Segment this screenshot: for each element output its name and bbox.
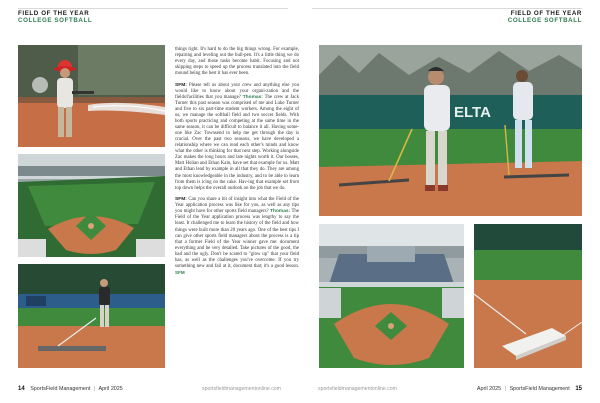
page-number-left: 14 [18, 386, 25, 392]
photo-aerial-stadium [18, 154, 165, 257]
footer-separator: | [504, 386, 507, 392]
article-question-application [175, 197, 299, 277]
question-text: Please tell us about your crew and anything else you would like to know about your organi-zation and the fields/facilities that you manage? [175, 82, 299, 100]
photo-watering-infield [18, 45, 165, 147]
footer-url-left[interactable]: sportsfieldmanagementonline.com [202, 386, 282, 392]
answer-text: The crew at Jack Turner this past season was comprised of me and Luke Turner and five to six part-time student workers. Among the eight of us, we manage the softball field and two soccer fields. With both sports practicing and competing at the same time in the same season, it can be difficult to balance it all. Having some-one like Zac Townsend to help me get through the day is crucial. Over the past two seasons, we have developed a relationship where we can read each other's minds and know what the other is thinking for that next step. Working alongside Zac makes the long hours and late nights worth it. Our bosses, Matt Holian and Ethan Kain, have set that example for us. Matt and Ethan lead by example in all that they do. They are among the most knowledgeable in the industry, and to be able to learn from them is icing on the cake. Hav-ing that example set from top down helps the overall outlook on the job that we do. [175, 94, 299, 191]
answer-label: Thomas: [242, 94, 263, 100]
page-number-right: 15 [575, 386, 582, 392]
page-header-left [18, 11, 92, 24]
footer-date-right: April 2025 [476, 386, 502, 392]
wall-sign-text: ELTA [454, 104, 491, 121]
article-question-crew [175, 83, 299, 192]
footer-url-right[interactable]: sportsfieldmanagementonline.com [318, 386, 398, 392]
footer-brand-left: SportsField Management [30, 386, 91, 392]
answer-label: Thomas: [270, 209, 291, 215]
question-label: SFM: [175, 82, 187, 88]
end-mark: SFM [175, 269, 185, 275]
photo-two-workers-dragging [319, 45, 582, 216]
footer-brand-right: SportsField Management [509, 386, 570, 392]
answer-text: The Field of the Year application process was lengthy to say the least. It challenged me to learn the history of the field and how things were built more than 20 years ago. One of the best tips I can give other sports field managers about the process is a tip that a former Field of the Year winner gave me: document everything and be very detailed. Take pictures of the good, the bad and the ugly. Don't be scared to "glow up" that your field has, as well as the challenges you've overcome. If you try something new and fail at it, document that; it's a good lesson. [175, 209, 299, 269]
header-rule-right [312, 8, 582, 9]
question-label: SFM: [175, 197, 187, 203]
article-column [175, 47, 299, 282]
header-kicker-title-right: FIELD OF THE YEAR [510, 10, 582, 17]
photo-aerial-stadium-closeup [319, 224, 464, 368]
footer-right [477, 386, 582, 392]
article-paragraph: things right. It's hard to do the big things wrong. For example, repairing and leveling out the bull-pen. It's a little thing we do every day, and those tasks become habit. Focusing and not skipping steps to speed up the process translated into the field mound being the best it has ever been. [175, 47, 299, 77]
header-rule-left [18, 8, 288, 9]
photo-dragging-infield [18, 264, 165, 368]
header-kicker-sub-right: COLLEGE SOFTBALL [507, 16, 582, 24]
footer-left [18, 386, 123, 392]
footer-date-left: April 2025 [98, 386, 123, 392]
header-kicker-title: FIELD OF THE YEAR [18, 10, 90, 17]
header-kicker-sub: COLLEGE SOFTBALL [18, 16, 93, 24]
question-text: Can you share a bit of insight into what the Field of the Year application process was like for you, as well as any tips you might have for other sports field managers? [175, 197, 299, 215]
footer-separator: | [93, 386, 96, 392]
page-header-right [508, 11, 582, 24]
photo-base-closeup [474, 224, 582, 368]
